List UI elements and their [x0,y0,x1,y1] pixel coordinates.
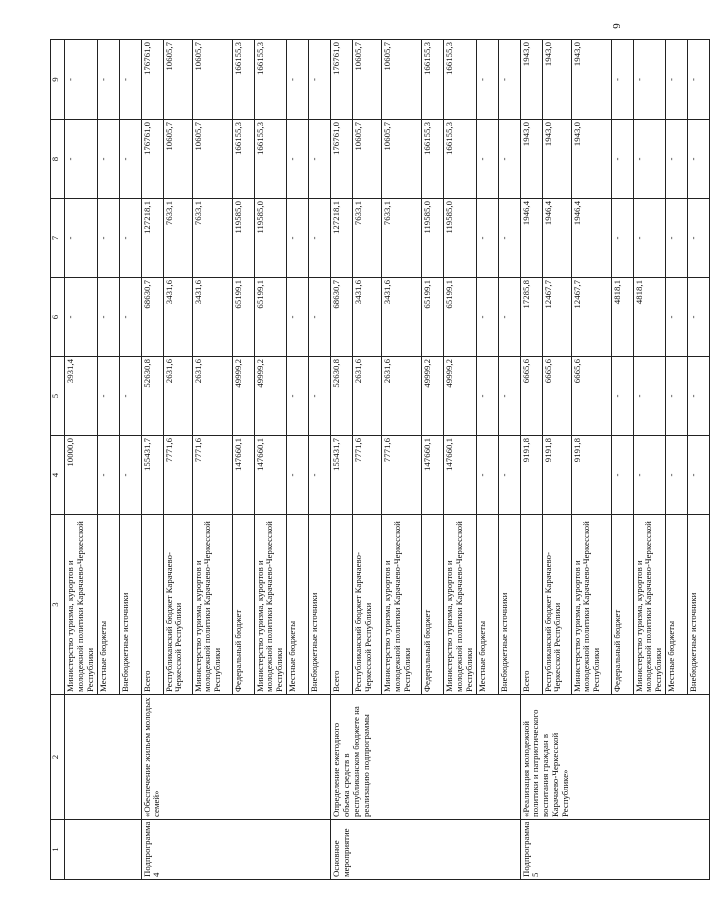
value-cell-col-5: 52630,8 [331,357,353,436]
value-cell-col-6: 3431,6 [163,278,192,357]
value-cell-col-6: - [498,278,520,357]
funding-source-cell: Министерство туризма, курортов и молодежной политики Карачаево-Черкесской Республики [254,515,287,695]
funding-source-cell: Местные бюджеты [97,515,119,695]
col-number-6: 6 [51,278,65,357]
value-cell-col-4: 155431,7 [141,436,163,515]
value-cell-col-8: - [476,120,498,199]
funding-source-cell: Министерство туризма, курортов и молодежной политики Карачаево-Черкесской Республики [571,515,611,695]
funding-source-cell: Министерство туризма, курортов и молодежной политики Карачаево-Черкесской Республики [65,515,98,695]
value-cell-col-4: - [476,436,498,515]
value-cell-col-9: 1943,0 [542,40,571,120]
value-cell-col-9: 10605,7 [353,40,382,120]
table-row [65,40,98,880]
value-cell-col-5: 49999,2 [444,357,477,436]
program-cell [65,820,142,880]
value-cell-col-8: 1943,0 [542,120,571,199]
value-cell-col-7: 1946,4 [520,199,542,278]
value-cell-col-5: 6665,6 [520,357,542,436]
value-cell-col-8: 1943,0 [571,120,611,199]
value-cell-col-9: - [633,40,666,120]
funding-source-cell: Внебюджетные источники [498,515,520,695]
value-cell-col-8: 166155,3 [422,120,444,199]
value-cell-col-4: 147660,1 [422,436,444,515]
value-cell-col-9: - [498,40,520,120]
value-cell-col-9: 166155,3 [422,40,444,120]
value-cell-col-6: 65199,1 [444,278,477,357]
value-cell-col-4: 7771,6 [353,436,382,515]
value-cell-col-5: 49999,2 [422,357,444,436]
col-number-4: 4 [51,436,65,515]
value-cell-col-7: 7633,1 [382,199,422,278]
value-cell-col-4: - [611,436,633,515]
value-cell-col-9: 166155,3 [232,40,254,120]
value-cell-col-6: 65199,1 [422,278,444,357]
table-row [520,40,542,880]
value-cell-col-7: 127218,1 [141,199,163,278]
col-number-9: 9 [51,40,65,120]
value-cell-col-8: 166155,3 [444,120,477,199]
value-cell-col-5: - [97,357,119,436]
value-cell-col-6: - [309,278,331,357]
value-cell-col-5: 6665,6 [542,357,571,436]
value-cell-col-5: - [633,357,666,436]
value-cell-col-7: 1946,4 [542,199,571,278]
value-cell-col-6: - [65,278,98,357]
col-number-7: 7 [51,199,65,278]
value-cell-col-8: 10605,7 [192,120,232,199]
value-cell-col-9: 1943,0 [571,40,611,120]
value-cell-col-6: 4818,1 [633,278,666,357]
value-cell-col-7: - [498,199,520,278]
value-cell-col-5: - [287,357,309,436]
value-cell-col-7: - [287,199,309,278]
value-cell-col-6: - [119,278,141,357]
funding-source-cell: Всего [141,515,163,695]
value-cell-col-8: 10605,7 [353,120,382,199]
value-cell-col-9: 10605,7 [382,40,422,120]
col-number-8: 8 [51,120,65,199]
value-cell-col-4: 155431,7 [331,436,353,515]
value-cell-col-6: 68630,7 [141,278,163,357]
program-title-cell [65,695,142,820]
value-cell-col-9: - [611,40,633,120]
funding-source-cell: Федеральный бюджет [422,515,444,695]
value-cell-col-5: - [666,357,688,436]
value-cell-col-8: - [666,120,688,199]
value-cell-col-4: 147660,1 [232,436,254,515]
value-cell-col-6: - [666,278,688,357]
value-cell-col-6: - [688,278,710,357]
program-title-cell: «Обеспечение жильем молодых семей» [141,695,331,820]
value-cell-col-7: 119585,0 [254,199,287,278]
value-cell-col-9: 176761,0 [331,40,353,120]
value-cell-col-9: - [476,40,498,120]
value-cell-col-8: 176761,0 [141,120,163,199]
program-title-cell: «Реализация молодежной политики и патриотического воспитания граждан в Карачаево-Черкесской Республике» [520,695,710,820]
value-cell-col-6: 65199,1 [254,278,287,357]
value-cell-col-7: 119585,0 [422,199,444,278]
value-cell-col-4: 7771,6 [192,436,232,515]
value-cell-col-4: 147660,1 [254,436,287,515]
value-cell-col-8: - [97,120,119,199]
program-cell: Основное мероприятие [331,820,521,880]
value-cell-col-5: 2631,6 [163,357,192,436]
value-cell-col-7: 1946,4 [571,199,611,278]
value-cell-col-4: 7771,6 [163,436,192,515]
value-cell-col-8: - [611,120,633,199]
value-cell-col-6: - [287,278,309,357]
funding-source-cell: Внебюджетные источники [309,515,331,695]
value-cell-col-8: - [633,120,666,199]
value-cell-col-7: 7633,1 [192,199,232,278]
value-cell-col-9: 176761,0 [141,40,163,120]
value-cell-col-4: 147660,1 [444,436,477,515]
value-cell-col-6: 3431,6 [353,278,382,357]
value-cell-col-4: - [287,436,309,515]
value-cell-col-6: 12467,7 [571,278,611,357]
value-cell-col-6: 3431,6 [192,278,232,357]
funding-source-cell: Местные бюджеты [287,515,309,695]
value-cell-col-5: - [476,357,498,436]
value-cell-col-4: 10000,0 [65,436,98,515]
value-cell-col-7: - [97,199,119,278]
value-cell-col-5: 3931,4 [65,357,98,436]
value-cell-col-5: - [309,357,331,436]
value-cell-col-6: 68630,7 [331,278,353,357]
col-number-1: 1 [51,820,65,880]
funding-source-cell: Всего [331,515,353,695]
program-cell: Подпрограмма 5 [520,820,710,880]
value-cell-col-8: - [688,120,710,199]
value-cell-col-7: 7633,1 [163,199,192,278]
value-cell-col-4: 7771,6 [382,436,422,515]
value-cell-col-7: - [611,199,633,278]
value-cell-col-9: - [65,40,98,120]
column-number-row [51,40,65,880]
value-cell-col-7: - [119,199,141,278]
value-cell-col-6: 65199,1 [232,278,254,357]
funding-source-cell: Министерство туризма, курортов и молодежной политики Карачаево-Черкесской Республики [192,515,232,695]
value-cell-col-5: - [611,357,633,436]
value-cell-col-6: 3431,6 [382,278,422,357]
value-cell-col-5: 49999,2 [254,357,287,436]
col-number-5: 5 [51,357,65,436]
program-cell: Подпрограмма 4 [141,820,331,880]
value-cell-col-7: 119585,0 [444,199,477,278]
funding-source-cell: Республиканский бюджет Карачаево-Черкесской Республики [542,515,571,695]
value-cell-col-9: - [688,40,710,120]
value-cell-col-8: 166155,3 [232,120,254,199]
funding-source-cell: Местные бюджеты [666,515,688,695]
funding-source-cell: Министерство туризма, курортов и молодежной политики Карачаево-Черкесской Республики [633,515,666,695]
program-title-cell: Определение ежегодного объема средств в республиканском бюджете на реализацию подпрограммы [331,695,521,820]
value-cell-col-5: 49999,2 [232,357,254,436]
funding-source-cell: Внебюджетные источники [688,515,710,695]
value-cell-col-8: 176761,0 [331,120,353,199]
value-cell-col-6: 4818,1 [611,278,633,357]
value-cell-col-7: - [633,199,666,278]
value-cell-col-9: - [287,40,309,120]
value-cell-col-8: - [498,120,520,199]
value-cell-col-5: 6665,6 [571,357,611,436]
value-cell-col-8: 166155,3 [254,120,287,199]
value-cell-col-9: 10605,7 [192,40,232,120]
value-cell-col-5: - [688,357,710,436]
value-cell-col-5: 2631,6 [382,357,422,436]
value-cell-col-7: - [476,199,498,278]
value-cell-col-6: - [476,278,498,357]
table-row [141,40,163,880]
value-cell-col-5: - [498,357,520,436]
value-cell-col-7: 119585,0 [232,199,254,278]
value-cell-col-9: - [97,40,119,120]
value-cell-col-8: - [119,120,141,199]
value-cell-col-8: 1943,0 [520,120,542,199]
value-cell-col-7: 127218,1 [331,199,353,278]
value-cell-col-8: 10605,7 [382,120,422,199]
funding-source-cell: Республиканский бюджет Карачаево-Черкесской Республики [353,515,382,695]
value-cell-col-4: - [119,436,141,515]
funding-source-cell: Внебюджетные источники [119,515,141,695]
col-number-2: 2 [51,695,65,820]
value-cell-col-9: 166155,3 [254,40,287,120]
value-cell-col-9: 1943,0 [520,40,542,120]
value-cell-col-8: - [65,120,98,199]
value-cell-col-9: 10605,7 [163,40,192,120]
value-cell-col-4: 9191,8 [520,436,542,515]
value-cell-col-7: - [309,199,331,278]
value-cell-col-9: - [666,40,688,120]
budget-table [50,39,710,880]
funding-source-cell: Министерство туризма, курортов и молодежной политики Карачаево-Черкесской Республики [444,515,477,695]
value-cell-col-9: 166155,3 [444,40,477,120]
value-cell-col-4: 9191,8 [571,436,611,515]
value-cell-col-4: - [633,436,666,515]
value-cell-col-7: - [688,199,710,278]
value-cell-col-7: - [65,199,98,278]
funding-source-cell: Федеральный бюджет [232,515,254,695]
funding-source-cell: Министерство туризма, курортов и молодежной политики Карачаево-Черкесской Республики [382,515,422,695]
value-cell-col-8: - [287,120,309,199]
value-cell-col-6: 12467,7 [542,278,571,357]
value-cell-col-7: 7633,1 [353,199,382,278]
value-cell-col-9: - [309,40,331,120]
value-cell-col-4: - [688,436,710,515]
value-cell-col-6: - [97,278,119,357]
table-body [65,40,710,880]
value-cell-col-5: 52630,8 [141,357,163,436]
value-cell-col-9: - [119,40,141,120]
table-row [331,40,353,880]
funding-source-cell: Республиканский бюджет Карачаево-Черкесской Республики [163,515,192,695]
funding-source-cell: Всего [520,515,542,695]
value-cell-col-6: 17285,8 [520,278,542,357]
value-cell-col-4: - [309,436,331,515]
value-cell-col-7: - [666,199,688,278]
page-number: 6 [610,23,622,29]
value-cell-col-5: 2631,6 [353,357,382,436]
value-cell-col-8: 10605,7 [163,120,192,199]
rotated-page [50,40,699,880]
funding-source-cell: Местные бюджеты [476,515,498,695]
value-cell-col-5: - [119,357,141,436]
value-cell-col-4: - [498,436,520,515]
value-cell-col-8: - [309,120,331,199]
col-number-3: 3 [51,515,65,695]
value-cell-col-4: - [97,436,119,515]
value-cell-col-4: - [666,436,688,515]
value-cell-col-5: 2631,6 [192,357,232,436]
value-cell-col-4: 9191,8 [542,436,571,515]
funding-source-cell: Федеральный бюджет [611,515,633,695]
